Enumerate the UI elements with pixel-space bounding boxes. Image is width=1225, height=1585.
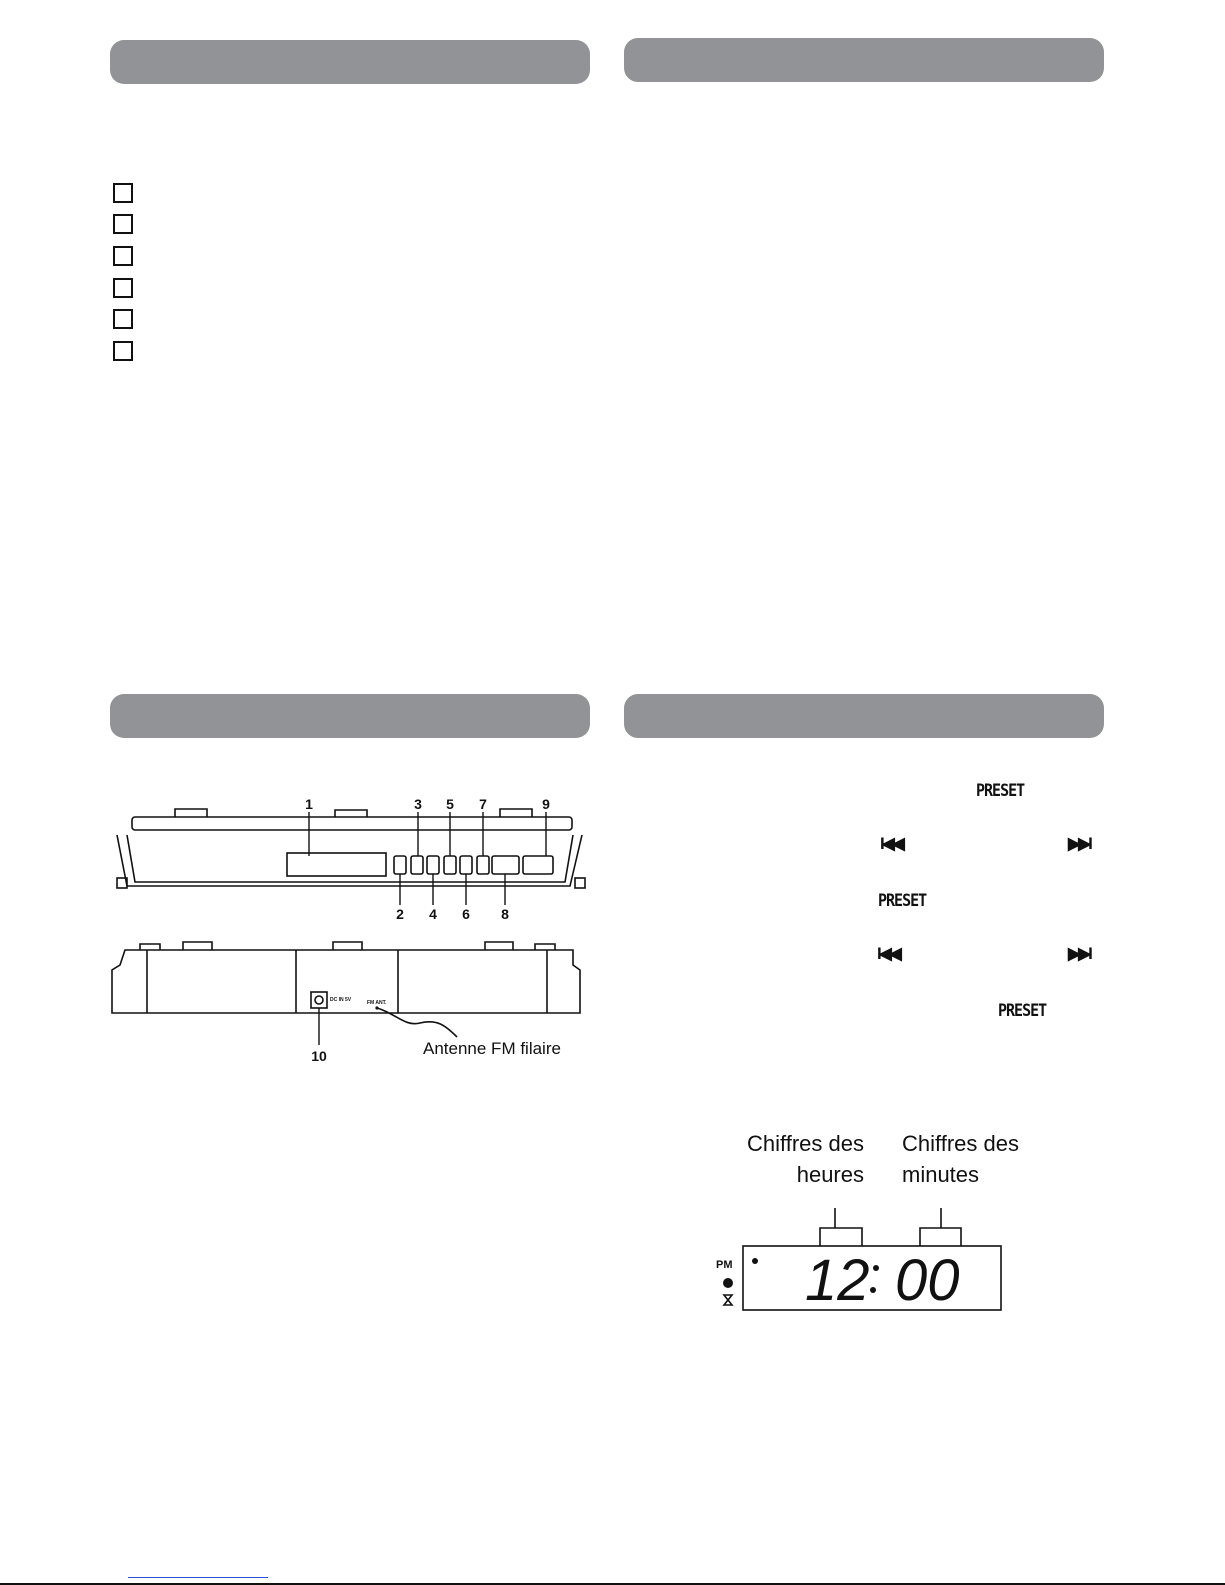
preset-label: PRESET xyxy=(878,889,927,911)
callout-9: 9 xyxy=(542,796,550,812)
next-icon: ▶▶I xyxy=(1068,834,1090,853)
callout-1: 1 xyxy=(305,796,313,812)
previous-icon: I◀◀ xyxy=(880,834,902,853)
checkbox[interactable] xyxy=(113,341,133,361)
callout-6: 6 xyxy=(462,906,470,922)
callout-5: 5 xyxy=(446,796,454,812)
next-icon: ▶▶I xyxy=(1068,944,1090,963)
section-header-top-right xyxy=(624,38,1104,82)
footer-link-underline xyxy=(128,1577,268,1578)
callout-10: 10 xyxy=(311,1048,327,1064)
clock-display-diagram xyxy=(715,1190,1015,1320)
minutes-digits-caption: Chiffres des minutes xyxy=(902,1131,1019,1187)
callout-4: 4 xyxy=(429,906,437,922)
callout-8: 8 xyxy=(501,906,509,922)
device-back-diagram xyxy=(105,935,595,1065)
pm-indicator: PM xyxy=(716,1259,733,1271)
section-header-bottom-left xyxy=(110,694,590,738)
checkbox[interactable] xyxy=(113,309,133,329)
clock-minutes-digits: 00 xyxy=(895,1248,960,1313)
fm-ant-label: FM ANT. xyxy=(367,1000,387,1006)
antenna-caption: Antenne FM filaire xyxy=(423,1039,561,1058)
previous-icon: I◀◀ xyxy=(877,944,899,963)
device-front-diagram xyxy=(105,790,595,930)
callout-7: 7 xyxy=(479,796,487,812)
preset-label: PRESET xyxy=(998,999,1047,1021)
section-header-bottom-right xyxy=(624,694,1104,738)
section-header-top-left xyxy=(110,40,590,84)
checkbox[interactable] xyxy=(113,183,133,203)
callout-2: 2 xyxy=(396,906,404,922)
callout-3: 3 xyxy=(414,796,422,812)
checkbox[interactable] xyxy=(113,214,133,234)
checkbox[interactable] xyxy=(113,278,133,298)
preset-label: PRESET xyxy=(976,779,1025,801)
hours-digits-caption: Chiffres des heures xyxy=(747,1131,864,1187)
dc-jack-label: DC IN 5V xyxy=(330,997,352,1003)
clock-hours-digits: 12 xyxy=(805,1248,870,1313)
checkbox[interactable] xyxy=(113,246,133,266)
